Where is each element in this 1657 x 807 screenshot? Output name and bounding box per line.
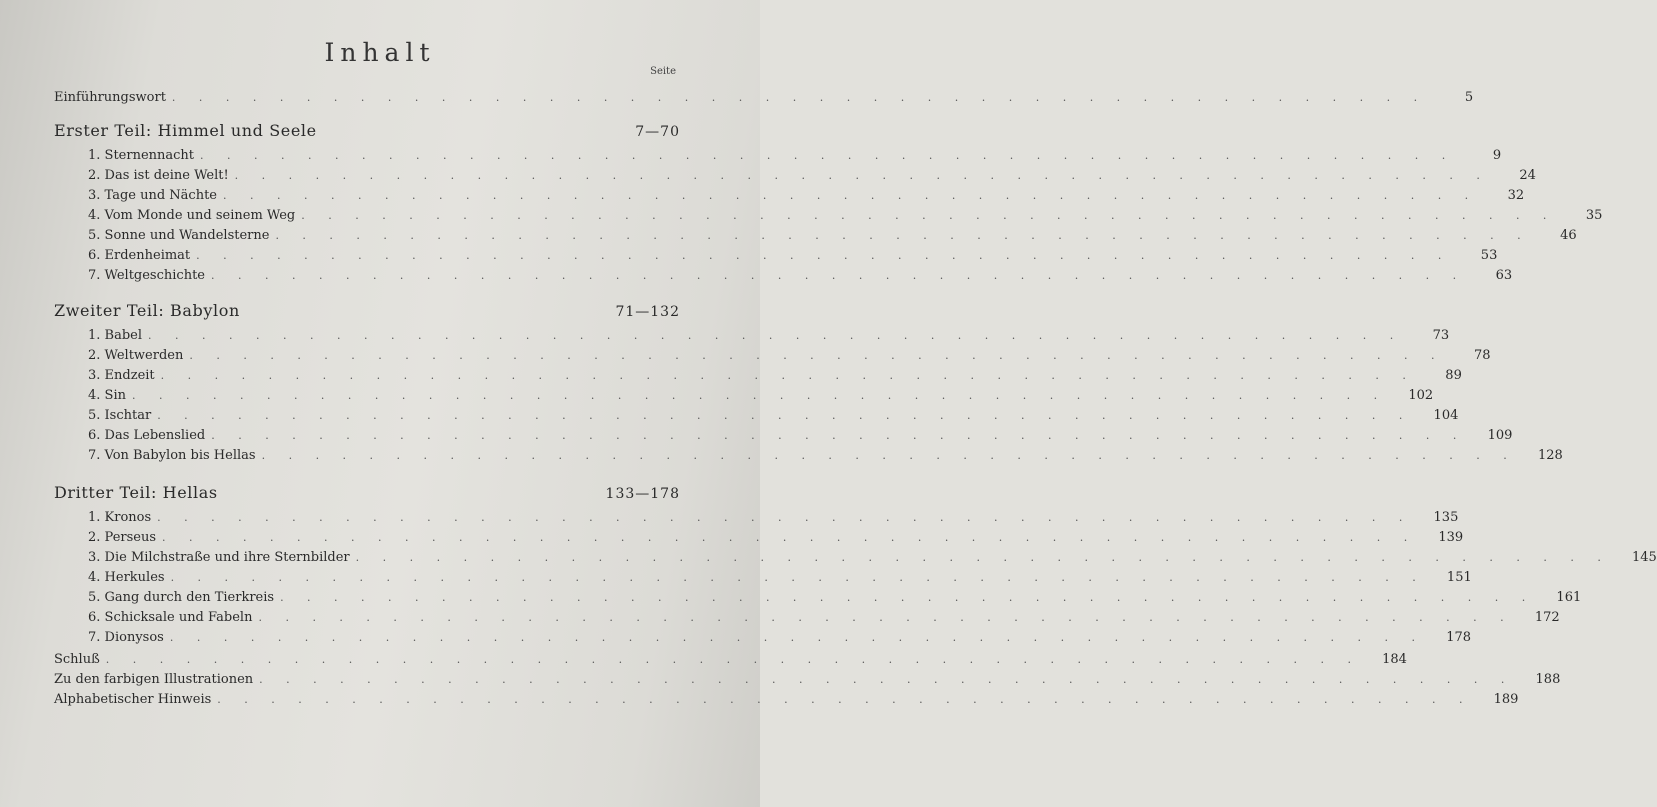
entry-page: 184 (1382, 652, 1407, 667)
entry-page: 5 (1464, 90, 1474, 105)
entry-label: 5. Ischtar (88, 408, 152, 423)
dot-leader: . . . . . . . . . . . . . . . . . . . . . . . . . . . . . . . . . . . . . . . . . . . . . . . (169, 631, 1426, 644)
dot-leader: . . . . . . . . . . . . . . . . . . . . . . . . . . . . . . . . . . . . . . . . . . . . . . . (280, 591, 1536, 604)
toc-chapter (88, 206, 1603, 226)
part-pages: 133—178 (605, 486, 680, 502)
entry-page: 128 (1537, 448, 1563, 463)
entry-label: 1. Babel (88, 328, 143, 343)
toc-chapter (88, 406, 1459, 426)
entry-page: 135 (1433, 510, 1459, 525)
toc-chapter (88, 508, 1459, 528)
toc-chapter (88, 166, 1536, 186)
entry-label: 1. Sternennacht (88, 148, 195, 163)
toc-chapter (88, 326, 1450, 346)
dot-leader: . . . . . . . . . . . . . . . . . . . . . . . . . . . . . . . . . . . . . . . . . . . . . . . (223, 189, 1479, 202)
toc-chapter (88, 426, 1513, 446)
dot-leader: . . . . . . . . . . . . . . . . . . . . . . . . . . . . . . . . . . . . . . . . . . . . . . . (217, 693, 1473, 706)
entry-label: 5. Sonne und Wandelsterne (88, 228, 270, 243)
entry-page: 78 (1473, 348, 1491, 363)
part-label: Erster Teil: Himmel und Seele (54, 121, 317, 140)
entry-label: 4. Vom Monde und seinem Weg (88, 208, 296, 223)
entry-label: Zu den farbigen Illustrationen (54, 672, 254, 687)
toc-entry-index (54, 690, 1519, 710)
toc-chapter (88, 548, 1657, 568)
toc-chapter (88, 266, 1513, 286)
dot-leader: . . . . . . . . . . . . . . . . . . . . . . . . . . . . . . . . . . . . . . . . . . . . . . . (234, 169, 1490, 182)
entry-label: 2. Das ist deine Welt! (88, 168, 229, 183)
entry-page: 145 (1632, 550, 1657, 565)
dot-leader: . . . . . . . . . . . . . . . . . . . . . . . . . . . . . . . . . . . . . . . . . . . . . . . (148, 329, 1404, 342)
dot-leader: . . . . . . . . . . . . . . . . . . . . . . . . . . . . . . . . . . . . . . . . . . . . . . . (157, 409, 1413, 422)
dot-leader: . . . . . . . . . . . . . . . . . . . . . . . . . . . . . . . . . . . . . . . . . . . . . . . (259, 673, 1515, 686)
entry-page: 151 (1446, 570, 1472, 585)
part-label: Dritter Teil: Hellas (54, 483, 218, 502)
entry-page: 46 (1560, 228, 1577, 243)
entry-label: 6. Schicksale und Fabeln (88, 610, 253, 625)
toc-chapter (88, 386, 1434, 406)
dot-leader: . . . . . . . . . . . . . . . . . . . . . . . . . . . . . . . . . . . . . . . . . . . . . . . (301, 209, 1557, 222)
dot-leader: . . . . . . . . . . . . . . . . . . . . . . . . . . . . . . . . . . . . . . . . . . . . . . . (196, 249, 1452, 262)
toc-chapter (88, 608, 1560, 628)
entry-label: Einführungswort (54, 90, 166, 105)
dot-leader: . . . . . . . . . . . . . . . . . . . . . . . . . . . . . . . . . . . . . . . . . . . . . . . (171, 91, 1428, 104)
entry-page: 32 (1507, 188, 1525, 203)
entry-page: 35 (1585, 208, 1603, 223)
entry-page: 104 (1433, 408, 1459, 423)
dot-leader: . . . . . . . . . . . . . . . . . . . . . . . . . . . . . . . . . . . . . . . . . . . . . . . (189, 349, 1445, 362)
dot-leader: . . . . . . . . . . . . . . . . . . . . . . . . . . . . . . . . . . . . . . . . . . . . . . . (275, 229, 1531, 242)
entry-page: 178 (1446, 630, 1472, 645)
toc-chapter (88, 366, 1462, 386)
entry-label: 2. Perseus (88, 530, 157, 545)
dot-leader: . . . . . . . . . . . . . . . . . . . . . . . . . . . . . . . . . . . . . . . . . . . . . . . (211, 429, 1467, 442)
entry-label: 6. Das Lebenslied (88, 428, 206, 443)
dot-leader: . . . . . . . . . . . . . . . . . . . . . . . . . . . . . . . . . . . . . . . . . . . . . . . (170, 571, 1426, 584)
dot-leader: . . . . . . . . . . . . . . . . . . . . . . . . . . . . . . . . . . . . . . . . . . . . . . . (157, 511, 1413, 524)
part-pages: 71—132 (615, 304, 680, 320)
entry-label: 6. Erdenheimat (88, 248, 191, 263)
toc-chapter (88, 246, 1498, 266)
entry-page: 109 (1487, 428, 1513, 443)
dot-leader: . . . . . . . . . . . . . . . . . . . . . . . . . . . . . . . . . . . . . . . . . . . . . . . (258, 611, 1514, 624)
toc-chapter (88, 346, 1491, 366)
entry-label: 3. Die Milchstraße und ihre Sternbilder (88, 550, 350, 565)
entry-page: 189 (1493, 692, 1519, 707)
entry-label: Alphabetischer Hinweis (54, 692, 212, 707)
dot-leader: . . . . . . . . . . . . . . . . . . . . . . . . . . . . . . . . . . . . . . . . . . . . . . . (105, 653, 1361, 666)
entry-label: 1. Kronos (88, 510, 152, 525)
toc-part-1 (54, 119, 680, 143)
entry-label: 2. Weltwerden (88, 348, 184, 363)
part-pages: 7—70 (635, 124, 680, 140)
page-title: Inhalt (324, 38, 436, 67)
entry-page: 188 (1535, 672, 1561, 687)
dot-leader: . . . . . . . . . . . . . . . . . . . . . . . . . . . . . . . . . . . . . . . . . . . . . . . (210, 269, 1467, 282)
page-column-header: Seite (650, 66, 676, 77)
entry-label: 4. Herkules (88, 570, 165, 585)
toc-chapter (88, 528, 1464, 548)
entry-page: 9 (1492, 148, 1502, 163)
toc-entry-schluss (54, 650, 1407, 670)
entry-page: 53 (1480, 248, 1498, 263)
entry-label: 5. Gang durch den Tierkreis (88, 590, 275, 605)
entry-page: 102 (1408, 388, 1434, 403)
part-label: Zweiter Teil: Babylon (54, 301, 240, 320)
toc-part-2 (54, 299, 680, 323)
dot-leader: . . . . . . . . . . . . . . . . . . . . . . . . . . . . . . . . . . . . . . . . . . . . . . . (131, 389, 1388, 402)
entry-label: 3. Tage und Nächte (88, 188, 217, 203)
toc-entry-intro (54, 88, 1474, 108)
dot-leader: . . . . . . . . . . . . . . . . . . . . . . . . . . . . . . . . . . . . . . . . . . . . . . . (355, 551, 1611, 564)
entry-page: 172 (1534, 610, 1560, 625)
toc-chapter (88, 588, 1582, 608)
entry-label: Schluß (54, 652, 100, 667)
entry-label: 4. Sin (88, 388, 126, 403)
entry-label: 7. Weltgeschichte (88, 268, 205, 283)
entry-label: 7. Dionysos (88, 630, 164, 645)
toc-chapter (88, 226, 1577, 246)
entry-label: 3. Endzeit (88, 368, 155, 383)
toc-chapter (88, 146, 1502, 166)
toc-entry-illustrations (54, 670, 1561, 690)
toc-chapter (88, 628, 1472, 648)
dot-leader: . . . . . . . . . . . . . . . . . . . . . . . . . . . . . . . . . . . . . . . . . . . . . . . (160, 369, 1416, 382)
entry-page: 73 (1432, 328, 1450, 343)
entry-page: 161 (1556, 590, 1582, 605)
entry-page: 139 (1438, 530, 1464, 545)
entry-page: 24 (1519, 168, 1536, 183)
toc-chapter (88, 446, 1563, 466)
dot-leader: . . . . . . . . . . . . . . . . . . . . . . . . . . . . . . . . . . . . . . . . . . . . . . . (162, 531, 1418, 544)
entry-page: 63 (1495, 268, 1513, 283)
entry-page: 89 (1445, 368, 1462, 383)
toc-chapter (88, 568, 1472, 588)
toc-chapter (88, 186, 1525, 206)
entry-label: 7. Von Babylon bis Hellas (88, 448, 256, 463)
toc-part-3 (54, 481, 680, 505)
dot-leader: . . . . . . . . . . . . . . . . . . . . . . . . . . . . . . . . . . . . . . . . . . . . . . . (200, 149, 1456, 162)
dot-leader: . . . . . . . . . . . . . . . . . . . . . . . . . . . . . . . . . . . . . . . . . . . . . . . (261, 449, 1517, 462)
